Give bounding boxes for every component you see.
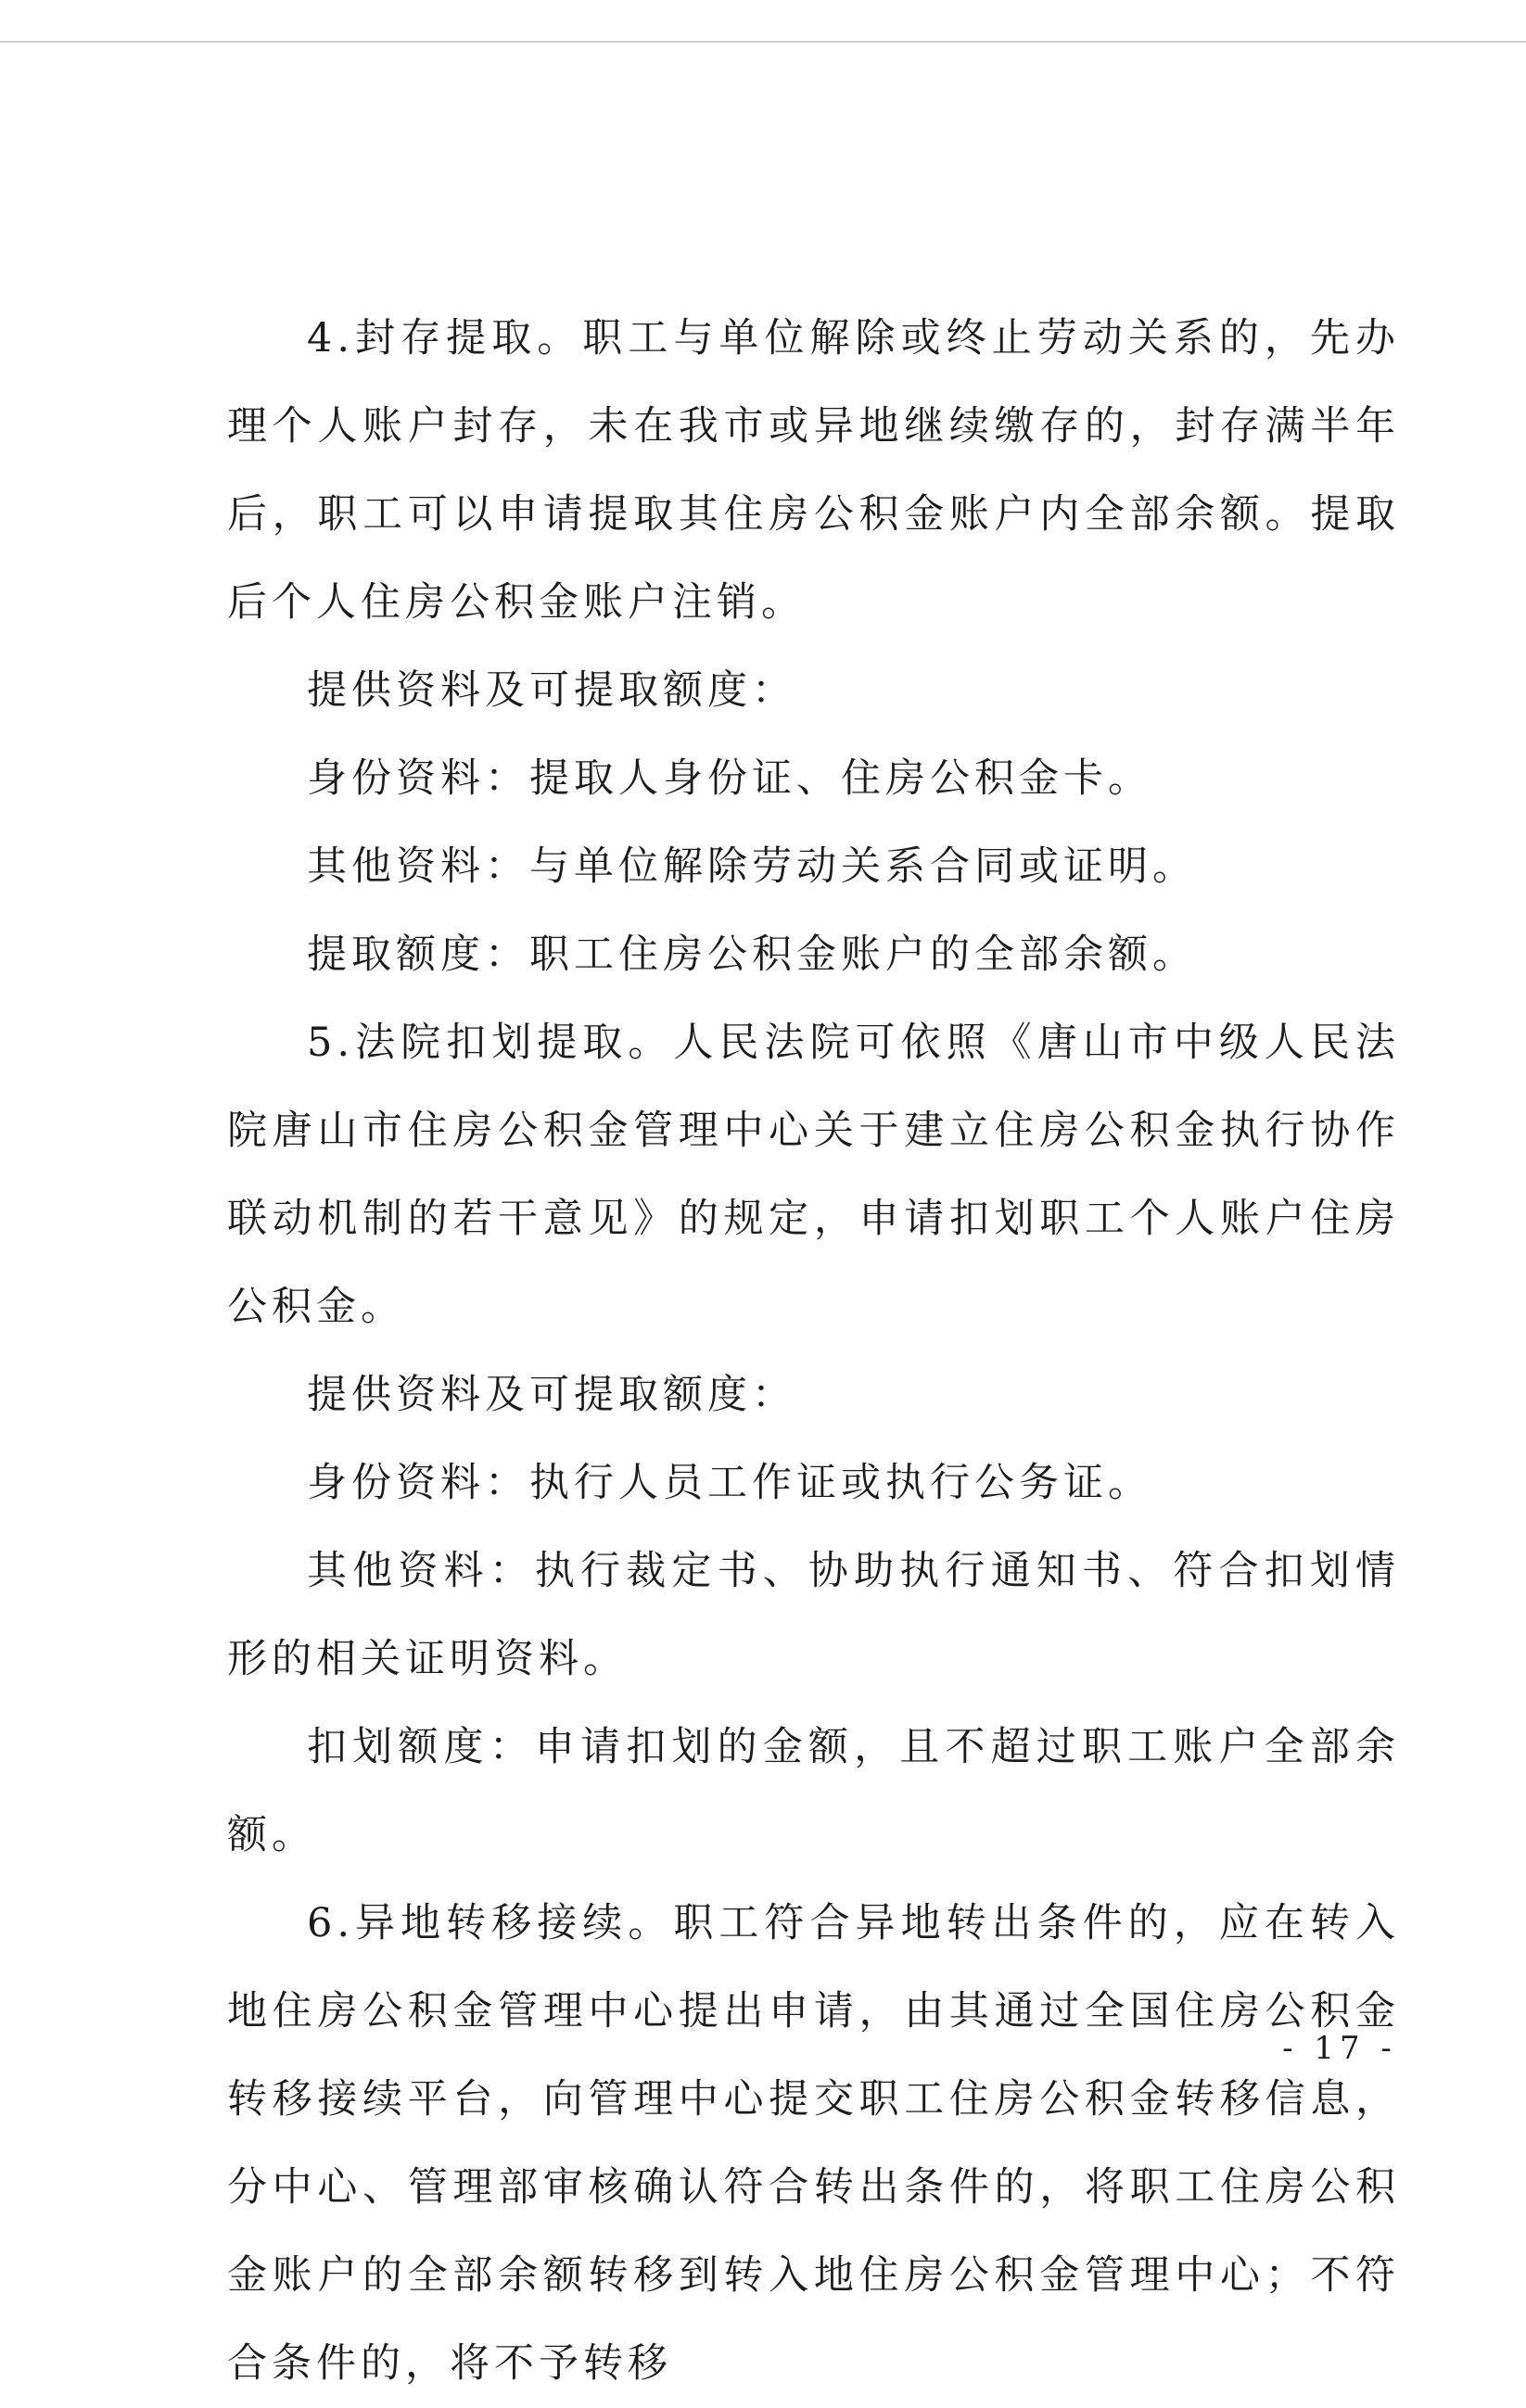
paragraph-sealed-withdrawal: 4.封存提取。职工与单位解除或终止劳动关系的，先办理个人账户封存，未在我市或异地继续缴存的，封存满半年后，职工可以申请提取其住房公积金账户内全部余额。提取后个人住房公积金账户注销。 [227, 315, 1400, 626]
paragraph-court-deduction: 5.法院扣划提取。人民法院可依照《唐山市中级人民法院唐山市住房公积金管理中心关于建立住房公积金执行协作联动机制的若干意见》的规定，申请扣划职工个人账户住房公积金。 [227, 1020, 1400, 1330]
paragraph-other-materials: 其他资料：与单位解除劳动关系合同或证明。 [307, 843, 1197, 890]
paragraph-deduction-amount: 扣划额度：申请扣划的金额，且不超过职工账户全部余额。 [227, 1724, 1400, 1858]
paragraph-identity-materials-2: 身份资料：执行人员工作证或执行公务证。 [307, 1460, 1152, 1506]
page-number: - 17 - [1282, 2030, 1397, 2067]
document-body [227, 295, 1400, 2408]
paragraph-materials-heading: 提供资料及可提取额度： [307, 667, 796, 714]
paragraph-identity-materials: 身份资料：提取人身份证、住房公积金卡。 [307, 755, 1152, 802]
paragraph-materials-heading-2: 提供资料及可提取额度： [307, 1372, 796, 1418]
paragraph-withdrawal-amount: 提取额度：职工住房公积金账户的全部余额。 [307, 932, 1197, 978]
paragraph-remote-transfer: 6.异地转移接续。职工符合异地转出条件的，应在转入地住房公积金管理中心提出申请，由其通过全国住房公积金转移接续平台，向管理中心提交职工住房公积金转移信息，分中心、管理部审核确认符合转出条件的，将职工住房公积金账户的全部余额转移到转入地住房公积金管理中心；不符合条件的，将不予转移 [227, 1900, 1400, 2387]
scan-top-edge [0, 41, 1526, 43]
paragraph-other-materials-2: 其他资料：执行裁定书、协助执行通知书、符合扣划情形的相关证明资料。 [227, 1548, 1400, 1682]
